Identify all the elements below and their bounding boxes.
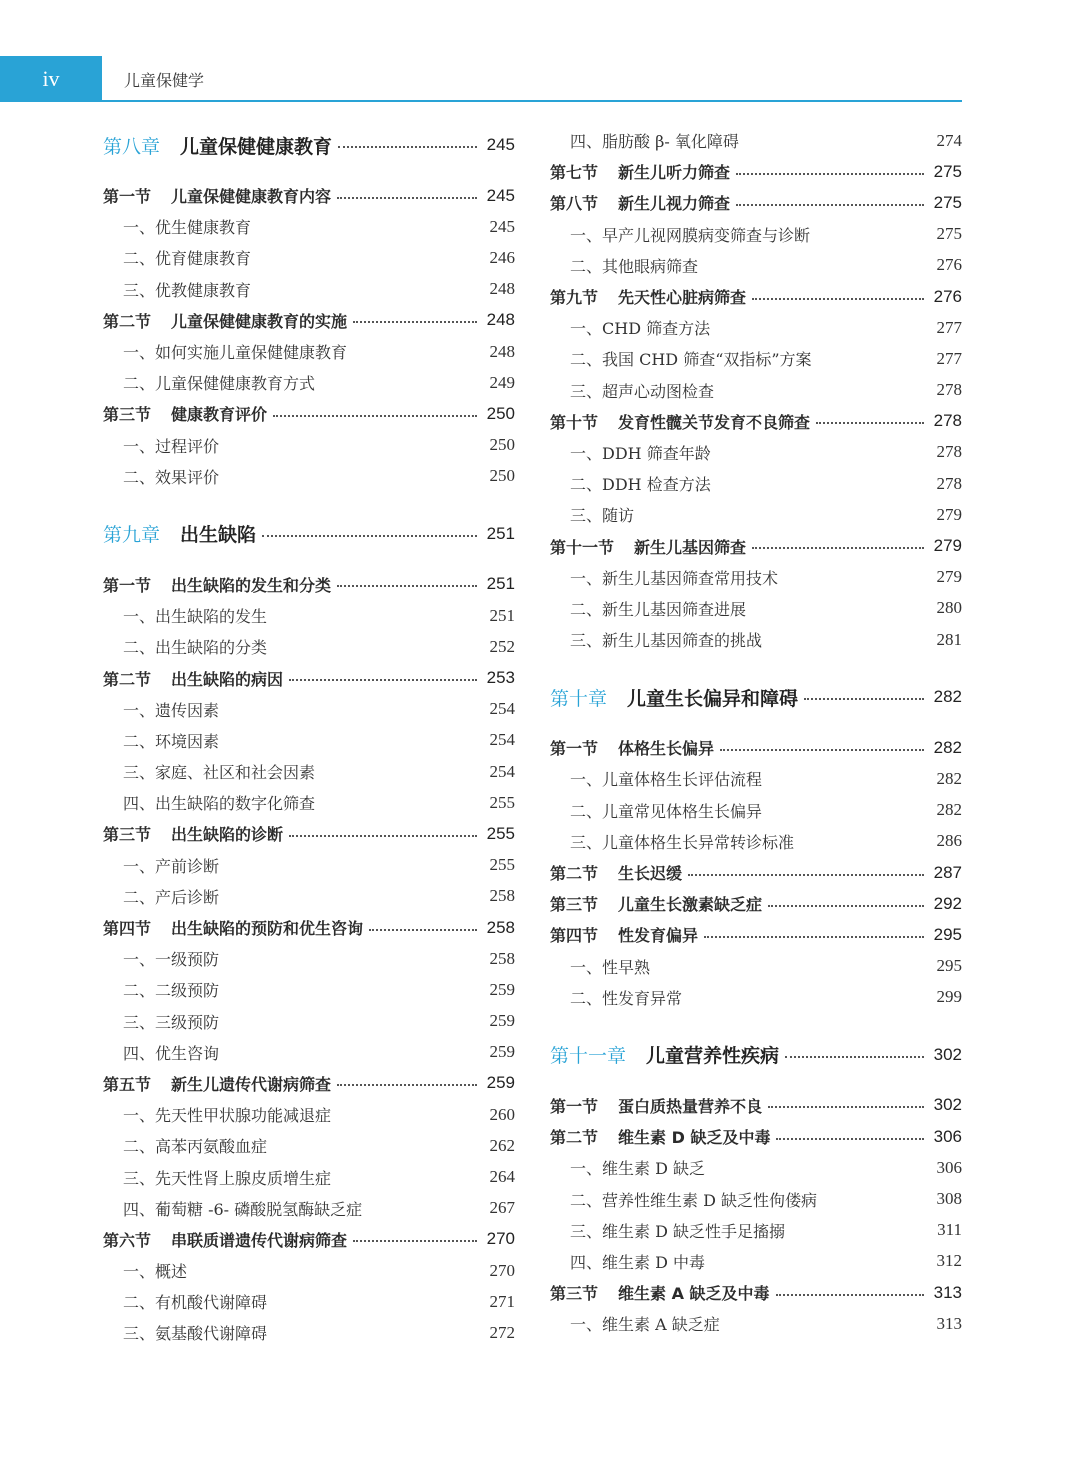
page-number: 277 (936, 348, 962, 368)
section-number: 第一节 (103, 575, 152, 595)
section-title: 生长迟缓 (618, 864, 683, 884)
page-number: 251 (486, 574, 515, 594)
toc-sub-entry[interactable] (103, 274, 515, 305)
toc-sub-entry[interactable] (103, 974, 515, 1005)
toc-sub-entry[interactable] (103, 211, 515, 242)
toc-sub-entry[interactable] (103, 943, 515, 974)
leader-dots (289, 679, 477, 681)
page-number: 295 (933, 924, 962, 944)
page-number: 275 (936, 224, 962, 244)
leader-dots (804, 698, 924, 700)
toc-sub-entry[interactable] (550, 312, 962, 343)
page-number: 282 (936, 800, 962, 820)
section-title: 出生缺陷的病因 (171, 669, 284, 689)
subsection-title: 一、DDH 筛查年龄 (570, 443, 711, 463)
page-number: 279 (936, 567, 962, 587)
toc-sub-entry[interactable] (103, 1099, 515, 1130)
subsection-title: 一、产前诊断 (123, 856, 220, 876)
toc-sub-entry[interactable] (103, 461, 515, 492)
toc-sub-entry[interactable] (103, 725, 515, 756)
chapter-title: 儿童保健健康教育 (180, 135, 333, 158)
page-number: 270 (486, 1229, 515, 1249)
section-number: 第三节 (550, 1284, 599, 1304)
page-number: 270 (489, 1260, 515, 1280)
page-number: 280 (936, 598, 962, 618)
page-number: 249 (489, 372, 515, 392)
page-number: 262 (489, 1135, 515, 1155)
leader-dots (353, 1240, 477, 1242)
subsection-title: 二、环境因素 (123, 731, 220, 751)
section-number: 第五节 (103, 1074, 152, 1094)
page-number: 255 (489, 792, 515, 812)
leader-dots (736, 173, 924, 175)
section-number: 第二节 (550, 1128, 599, 1148)
page-number: 267 (489, 1198, 515, 1218)
toc-chapter-entry[interactable] (103, 514, 515, 554)
toc-section-entry[interactable] (550, 919, 962, 950)
subsection-title: 四、出生缺陷的数字化筛查 (123, 794, 316, 814)
page-number: 281 (936, 629, 962, 649)
toc-sub-entry[interactable] (550, 951, 962, 982)
section-title: 新生儿听力筛查 (618, 163, 731, 183)
subsection-title: 一、维生素 A 缺乏症 (570, 1315, 720, 1335)
page-number: 250 (486, 403, 515, 423)
section-title: 出生缺陷的预防和优生咨询 (171, 919, 364, 939)
section-title: 出生缺陷的诊断 (171, 825, 284, 845)
section-number: 第三节 (550, 895, 599, 915)
toc-section-entry[interactable] (103, 662, 515, 693)
toc-sub-entry[interactable] (550, 1183, 962, 1214)
page-number: 258 (489, 886, 515, 906)
subsection-title: 二、产后诊断 (123, 887, 220, 907)
toc-section-entry[interactable] (550, 530, 962, 561)
subsection-title: 三、先天性肾上腺皮质增生症 (123, 1168, 332, 1188)
page-number: 260 (489, 1104, 515, 1124)
page-number: 275 (933, 161, 962, 181)
subsection-title: 二、儿童常见体格生长偏异 (570, 801, 763, 821)
leader-dots (337, 585, 477, 587)
page-number: 295 (936, 956, 962, 976)
toc-sub-entry[interactable] (103, 1006, 515, 1037)
section-title: 新生儿遗传代谢病筛查 (171, 1074, 332, 1094)
leader-dots (720, 749, 924, 751)
toc-section-entry[interactable] (103, 1068, 515, 1099)
chapter-number: 第九章 (103, 524, 161, 547)
page-number: 272 (489, 1322, 515, 1342)
toc-section-entry[interactable] (103, 398, 515, 429)
leader-dots (776, 1294, 924, 1296)
toc-section-entry[interactable] (103, 818, 515, 849)
toc-sub-entry[interactable] (550, 1152, 962, 1183)
subsection-title: 二、DDH 检查方法 (570, 475, 711, 495)
section-number: 第四节 (103, 919, 152, 939)
toc-sub-entry[interactable] (550, 795, 962, 826)
page-number: 282 (933, 737, 962, 757)
subsection-title: 四、脂肪酸 β- 氧化障碍 (570, 132, 739, 152)
leader-dots (369, 929, 477, 931)
subsection-title: 一、新生儿基因筛查常用技术 (570, 568, 779, 588)
toc-section-entry[interactable] (103, 305, 515, 336)
subsection-title: 三、氨基酸代谢障碍 (123, 1324, 268, 1344)
subsection-title: 二、性发育异常 (570, 988, 683, 1008)
subsection-title: 二、高苯丙氨酸血症 (123, 1137, 268, 1157)
page-number: 306 (933, 1126, 962, 1146)
section-number: 第一节 (550, 739, 599, 759)
leader-dots (752, 298, 924, 300)
toc-sub-entry[interactable] (550, 375, 962, 406)
toc-sub-entry[interactable] (550, 1246, 962, 1277)
header-rule (102, 100, 962, 102)
page-number: 254 (489, 761, 515, 781)
subsection-title: 二、二级预防 (123, 981, 220, 1001)
toc-sub-entry[interactable] (550, 250, 962, 281)
page-number: 274 (936, 130, 962, 150)
subsection-title: 一、如何实施儿童保健健康教育 (123, 343, 348, 363)
page-number: 313 (936, 1313, 962, 1333)
page-number: 245 (486, 135, 515, 154)
page-number: 276 (933, 286, 962, 306)
subsection-title: 一、性早熟 (570, 957, 651, 977)
leader-dots (338, 146, 477, 148)
subsection-title: 一、遗传因素 (123, 700, 220, 720)
leader-dots (262, 535, 477, 537)
toc-chapter-entry[interactable] (103, 125, 515, 165)
section-title: 儿童保健健康教育内容 (171, 187, 332, 207)
page-number: 259 (489, 979, 515, 999)
toc-section-entry[interactable] (550, 732, 962, 763)
section-title: 新生儿基因筛查 (634, 537, 747, 557)
page-number: 275 (933, 192, 962, 212)
subsection-title: 三、维生素 D 缺乏性手足搐搦 (570, 1221, 786, 1241)
toc-sub-entry[interactable] (550, 982, 962, 1013)
toc-section-entry[interactable] (103, 569, 515, 600)
subsection-title: 三、儿童体格生长异常转诊标准 (570, 832, 795, 852)
subsection-title: 二、效果评价 (123, 467, 220, 487)
leader-dots (785, 1056, 924, 1058)
page-number: 252 (489, 636, 515, 656)
page-number: 278 (936, 442, 962, 462)
toc-sub-entry[interactable] (103, 1037, 515, 1068)
chapter-title: 儿童生长偏异和障碍 (627, 687, 799, 710)
page-number: 255 (489, 855, 515, 875)
subsection-title: 一、维生素 D 缺乏 (570, 1159, 706, 1179)
subsection-title: 三、超声心动图检查 (570, 381, 715, 401)
subsection-title: 二、新生儿基因筛查进展 (570, 599, 747, 619)
toc-sub-entry[interactable] (103, 850, 515, 881)
toc-section-entry[interactable] (550, 1090, 962, 1121)
page-number: 276 (936, 255, 962, 275)
subsection-title: 三、随访 (570, 506, 635, 526)
chapter-number: 第十章 (550, 687, 608, 710)
section-number: 第一节 (550, 1096, 599, 1116)
toc-chapter-entry[interactable] (550, 1035, 962, 1075)
toc-sub-entry[interactable] (550, 763, 962, 794)
chapter-spacer (103, 492, 515, 508)
section-title: 儿童保健健康教育的实施 (171, 311, 348, 331)
section-title: 蛋白质热量营养不良 (618, 1096, 763, 1116)
toc-sub-entry[interactable] (550, 219, 962, 250)
section-title: 维生素 A 缺乏及中毒 (618, 1284, 770, 1304)
toc-sub-entry[interactable] (550, 125, 962, 156)
toc-right-column (550, 125, 962, 1339)
subsection-title: 二、营养性维生素 D 缺乏性佝偻病 (570, 1190, 818, 1210)
page-number: 312 (936, 1251, 962, 1271)
subsection-title: 一、早产儿视网膜病变筛查与诊断 (570, 225, 811, 245)
section-number: 第九节 (550, 288, 599, 308)
toc-section-entry[interactable] (550, 187, 962, 218)
subsection-title: 三、家庭、社区和社会因素 (123, 763, 316, 783)
page-number: 259 (489, 1042, 515, 1062)
toc-section-entry[interactable] (550, 888, 962, 919)
toc-sub-entry[interactable] (550, 593, 962, 624)
page-number: 250 (489, 466, 515, 486)
subsection-title: 二、我国 CHD 筛查“双指标”方案 (570, 350, 812, 370)
toc-section-entry[interactable] (103, 180, 515, 211)
toc-sub-entry[interactable] (103, 336, 515, 367)
chapter-title: 儿童营养性疾病 (646, 1045, 780, 1068)
toc-sub-entry[interactable] (550, 437, 962, 468)
page-number: 286 (936, 831, 962, 851)
toc-sub-entry[interactable] (550, 826, 962, 857)
toc-section-entry[interactable] (550, 281, 962, 312)
page-number: 259 (489, 1011, 515, 1031)
toc-sub-entry[interactable] (550, 343, 962, 374)
toc-sub-entry[interactable] (103, 1193, 515, 1224)
leader-dots (337, 1084, 477, 1086)
section-number: 第四节 (550, 926, 599, 946)
subsection-title: 一、先天性甲状腺功能减退症 (123, 1106, 332, 1126)
subsection-title: 一、出生缺陷的发生 (123, 607, 268, 627)
page-number: 245 (486, 185, 515, 205)
page-number: 248 (489, 279, 515, 299)
section-number: 第七节 (550, 163, 599, 183)
toc-sub-entry[interactable] (103, 1317, 515, 1348)
section-number: 第二节 (550, 864, 599, 884)
leader-dots (752, 547, 924, 549)
page-number: 251 (486, 523, 515, 543)
page-number: 308 (936, 1189, 962, 1209)
page-number: 259 (486, 1073, 515, 1093)
page-number: 277 (936, 317, 962, 337)
chapter-spacer (550, 655, 962, 671)
page-number-tab (0, 56, 102, 102)
section-title: 维生素 D 缺乏及中毒 (618, 1128, 771, 1148)
toc-sub-entry[interactable] (103, 1286, 515, 1317)
section-title: 发育性髋关节发育不良筛查 (618, 412, 811, 432)
toc-section-entry[interactable] (103, 912, 515, 943)
leader-dots (337, 197, 477, 199)
toc-sub-entry[interactable] (550, 1215, 962, 1246)
subsection-title: 一、儿童体格生长评估流程 (570, 770, 763, 790)
toc-left-column (103, 125, 515, 1349)
toc-sub-entry[interactable] (103, 600, 515, 631)
chapter-number: 第十一章 (550, 1045, 627, 1068)
toc-section-entry[interactable] (550, 1121, 962, 1152)
leader-dots (353, 321, 477, 323)
subsection-title: 一、概述 (123, 1262, 188, 1282)
toc-sub-entry[interactable] (103, 242, 515, 273)
subsection-title: 一、优生健康教育 (123, 218, 252, 238)
leader-dots (768, 1106, 924, 1108)
toc-sub-entry[interactable] (103, 367, 515, 398)
toc-section-entry[interactable] (550, 406, 962, 437)
page-number: 254 (489, 730, 515, 750)
page-number: 313 (933, 1282, 962, 1302)
leader-dots (776, 1138, 924, 1140)
toc-sub-entry[interactable] (103, 694, 515, 725)
running-header-title: 儿童保健学 (124, 71, 205, 90)
page-number: 251 (489, 605, 515, 625)
section-number: 第一节 (103, 187, 152, 207)
toc-section-entry[interactable] (550, 1277, 962, 1308)
leader-dots (704, 936, 924, 938)
leader-dots (289, 835, 477, 837)
section-title: 出生缺陷的发生和分类 (171, 575, 332, 595)
page-number: 279 (933, 536, 962, 556)
page-number: 282 (933, 687, 962, 707)
section-number: 第三节 (103, 405, 152, 425)
subsection-title: 三、优教健康教育 (123, 280, 252, 300)
subsection-title: 二、有机酸代谢障碍 (123, 1293, 268, 1313)
page-number: 245 (489, 216, 515, 236)
page-number: 271 (489, 1291, 515, 1311)
page-number: 278 (936, 380, 962, 400)
leader-dots (273, 415, 477, 417)
page-number: 282 (936, 768, 962, 788)
leader-dots (816, 422, 924, 424)
section-title: 健康教育评价 (171, 405, 268, 425)
leader-dots (768, 905, 924, 907)
subsection-title: 一、过程评价 (123, 436, 220, 456)
page-number: 253 (486, 668, 515, 688)
page-number: 264 (489, 1167, 515, 1187)
toc-section-entry[interactable] (550, 857, 962, 888)
page-number: 311 (937, 1220, 962, 1240)
page-number: 278 (936, 473, 962, 493)
toc-sub-entry[interactable] (550, 624, 962, 655)
subsection-title: 三、新生儿基因筛查的挑战 (570, 631, 763, 651)
subsection-title: 二、出生缺陷的分类 (123, 638, 268, 658)
subsection-title: 一、一级预防 (123, 950, 220, 970)
toc-sub-entry[interactable] (103, 756, 515, 787)
subsection-title: 一、CHD 筛查方法 (570, 319, 711, 339)
subsection-title: 四、维生素 D 中毒 (570, 1252, 706, 1272)
toc-section-entry[interactable] (550, 156, 962, 187)
toc-sub-entry[interactable] (550, 499, 962, 530)
section-number: 第三节 (103, 825, 152, 845)
section-title: 新生儿视力筛查 (618, 194, 731, 214)
page-roman-number: iv (42, 66, 60, 91)
toc-sub-entry[interactable] (103, 881, 515, 912)
page-number: 287 (933, 862, 962, 882)
section-number: 第二节 (103, 311, 152, 331)
page-number: 278 (933, 411, 962, 431)
subsection-title: 二、其他眼病筛查 (570, 256, 699, 276)
section-title: 串联质谱遗传代谢病筛查 (171, 1230, 348, 1250)
section-number: 第六节 (103, 1230, 152, 1250)
section-title: 儿童生长激素缺乏症 (618, 895, 763, 915)
chapter-spacer (550, 1013, 962, 1029)
page-number: 299 (936, 987, 962, 1007)
toc-sub-entry[interactable] (103, 430, 515, 461)
page-number: 306 (936, 1157, 962, 1177)
page-number: 255 (486, 823, 515, 843)
page-number: 258 (489, 948, 515, 968)
chapter-title: 出生缺陷 (180, 524, 257, 547)
page-number: 302 (933, 1095, 962, 1115)
section-title: 先天性心脏病筛查 (618, 288, 747, 308)
page-number: 254 (489, 699, 515, 719)
section-number: 第十一节 (550, 537, 615, 557)
toc-section-entry[interactable] (103, 1224, 515, 1255)
subsection-title: 四、优生咨询 (123, 1043, 220, 1063)
page-number: 258 (486, 917, 515, 937)
section-number: 第二节 (103, 669, 152, 689)
page-number: 250 (489, 435, 515, 455)
toc-sub-entry[interactable] (103, 1255, 515, 1286)
toc-sub-entry[interactable] (103, 1130, 515, 1161)
leader-dots (688, 874, 924, 876)
toc-sub-entry[interactable] (103, 1161, 515, 1192)
toc-sub-entry[interactable] (103, 787, 515, 818)
toc-sub-entry[interactable] (550, 468, 962, 499)
toc-chapter-entry[interactable] (550, 677, 962, 717)
section-number: 第十节 (550, 412, 599, 432)
subsection-title: 四、葡萄糖 -6- 磷酸脱氢酶缺乏症 (123, 1199, 363, 1219)
section-title: 性发育偏异 (618, 926, 699, 946)
page-number: 248 (489, 341, 515, 361)
subsection-title: 三、三级预防 (123, 1012, 220, 1032)
toc-sub-entry[interactable] (550, 562, 962, 593)
page-number: 248 (486, 310, 515, 330)
section-title: 体格生长偏异 (618, 739, 715, 759)
page-number: 302 (933, 1044, 962, 1064)
page-number: 292 (933, 893, 962, 913)
subsection-title: 二、优育健康教育 (123, 249, 252, 269)
subsection-title: 二、儿童保健健康教育方式 (123, 374, 316, 394)
chapter-number: 第八章 (103, 135, 161, 158)
page-number: 246 (489, 247, 515, 267)
leader-dots (736, 204, 924, 206)
toc-sub-entry[interactable] (103, 631, 515, 662)
toc-sub-entry[interactable] (550, 1308, 962, 1339)
section-number: 第八节 (550, 194, 599, 214)
page-number: 279 (936, 504, 962, 524)
